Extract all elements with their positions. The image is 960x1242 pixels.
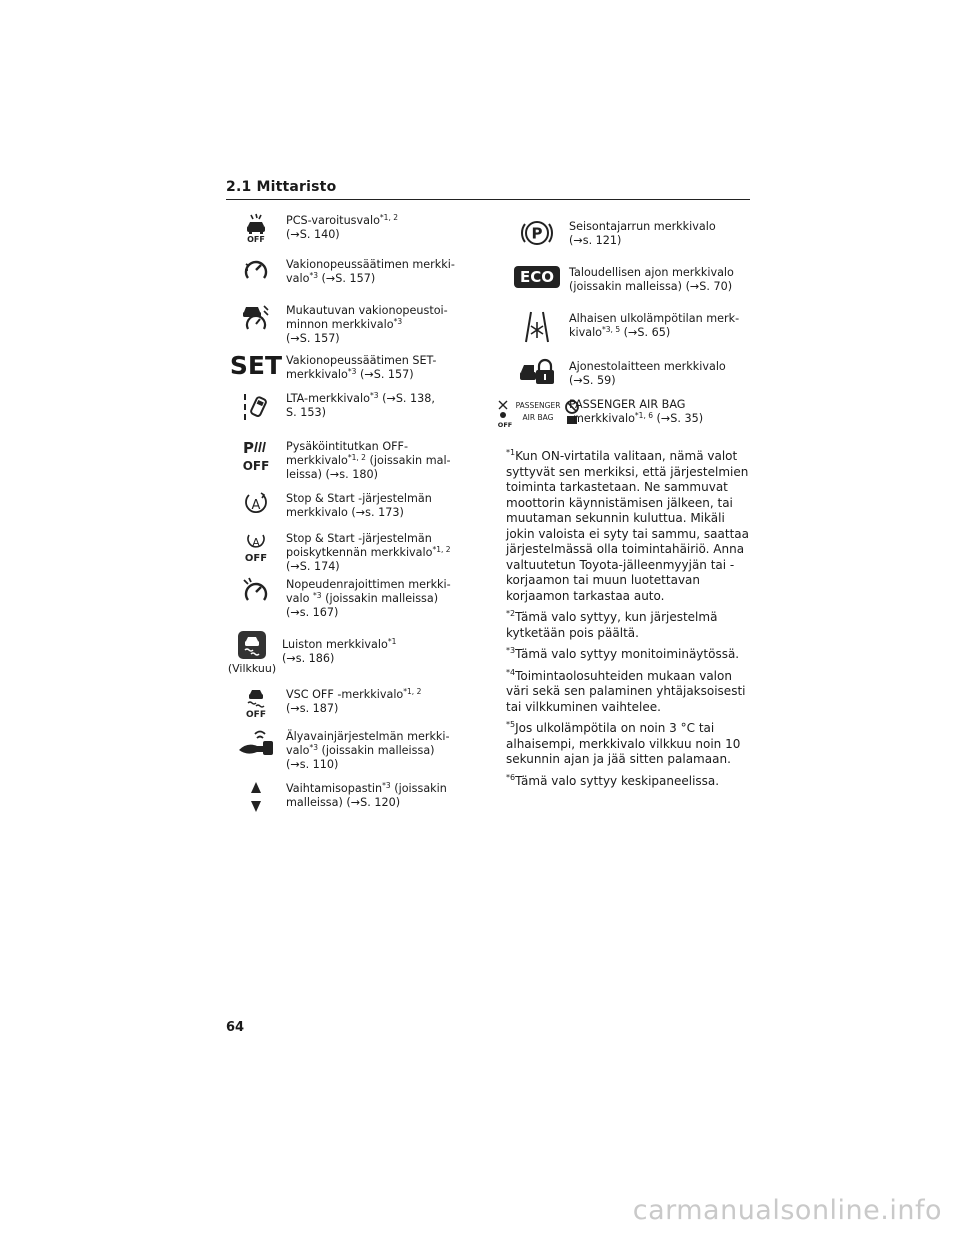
footnote-ref: *1, 6 [634, 411, 653, 420]
section-rule [226, 199, 750, 200]
svg-text:OFF: OFF [244, 553, 268, 564]
left-indicator-list [226, 212, 476, 820]
cruise-control-icon [242, 256, 270, 284]
indicator-entry: Vakionopeussäätimen merkki- valo$^{*3}$ (→S. 157) [226, 256, 476, 302]
indicator-entry: P OFF Pysäköintitutkan OFF- merkkivalo$^{*1, 2}$ (joissakin mal- leissa) (→s. 180) [226, 438, 476, 490]
footnote-mark: *4 [506, 667, 516, 677]
footnote-ref: *1, 2 [379, 213, 398, 222]
security-icon [519, 358, 555, 386]
footnote-mark: *5 [506, 720, 516, 729]
indicator-entry: ECO Taloudellisen ajon merkkivalo (joissakin malleissa) (→S. 70) [505, 264, 755, 310]
footnote [506, 774, 756, 790]
footnotes [506, 449, 756, 795]
entry-ref: (→S. 140) [286, 228, 340, 241]
svg-text:PASSENGER: PASSENGER [515, 401, 561, 410]
eco-icon: ECO [514, 266, 560, 288]
footnote-text: Tämä valo syttyy keskipaneelissa. [515, 773, 720, 788]
svg-text:AIR BAG: AIR BAG [522, 413, 554, 422]
stop-start-off-icon [242, 530, 270, 564]
slip-indicator-icon [237, 630, 267, 660]
section-title: 2.1 Mittaristo [226, 179, 337, 195]
indicator-entry: SET Vakionopeussäätimen SET- merkkivalo$^{*3}$ (→S. 157) [229, 351, 437, 381]
svg-text:P: P [243, 439, 254, 457]
footnote [506, 721, 756, 768]
indicator-entry: Nopeudenrajoittimen merkki- valo $^{*3}$ (joissakin malleissa) (→s. 167) [226, 576, 476, 630]
vsc-off-icon [242, 686, 270, 718]
footnote-mark: *6 [506, 772, 516, 782]
footnote-text: Toimintaolosuhteiden mukaan valon väri sekä sen palaminen yhtäjaksoisesti tai vilkkuminen vaihtelee. [506, 668, 746, 714]
footnote [506, 669, 756, 716]
footnote-mark: *2 [506, 609, 516, 618]
footnote-ref: *3 [347, 367, 357, 376]
shift-indicator-icon [249, 780, 263, 814]
indicator-entry: Älyavainjärjestelmän merkki- valo$^{*3}$ (joissakin malleissa) (→s. 110) [226, 728, 476, 780]
pcs-off-label: OFF [247, 235, 265, 242]
indicator-entry: Mukautuvan vakionopeustoi- minnon merkkivalo$^{*3}$ (→S. 157) [226, 302, 476, 352]
indicator-entry: Ajonestolaitteen merkkivalo (→S. 59) [505, 358, 755, 394]
right-indicator-list [497, 218, 755, 442]
svg-text:A: A [252, 536, 260, 549]
svg-text:OFF: OFF [246, 710, 266, 718]
stop-start-icon [243, 490, 269, 516]
svg-text:OFF: OFF [497, 421, 513, 428]
indicator-entry: OFF VSC OFF -merkkivalo$^{*1, 2}$ (→s. 187) [226, 686, 476, 728]
footnote-mark: *1 [506, 448, 516, 457]
pcs-warning-icon [241, 212, 271, 242]
passenger-airbag-icon [493, 398, 581, 428]
indicator-entry: A OFF Stop & Start -järjestelmän poiskytkennän merkkivalo$^{*1, 2}$ (→S. 174) [226, 530, 476, 576]
footnote-text: Tämä valo syttyy, kun järjestelmä kytketään pois päältä. [506, 610, 718, 640]
footnote [506, 647, 756, 663]
footnote-ref: *1, 2 [432, 545, 451, 554]
footnote-ref: *1, 2 [347, 453, 366, 462]
footnote-ref: *3 [393, 317, 403, 326]
footnote-text: Jos ulkolämpötila on noin 3 °C tai alhaisempi, merkkivalo vilkkuu noin 10 sekunnin ajan ja jää sitten palamaan. [506, 721, 741, 766]
blinking-caption: (Vilkkuu) [227, 662, 277, 675]
entry-title: PCS-varoitusvalo [286, 214, 380, 227]
parking-off-label: OFF [242, 459, 270, 472]
footnote-ref: *3, 5 [602, 325, 621, 334]
footnote-ref: *3 [309, 271, 318, 280]
parking-sensor-off-icon [240, 438, 272, 472]
parking-brake-icon [520, 218, 554, 248]
indicator-entry: P Seisontajarrun merkkivalo (→s. 121) [505, 218, 755, 264]
low-temperature-icon [522, 310, 552, 344]
indicator-entry [226, 212, 476, 256]
svg-text:A: A [251, 498, 261, 513]
footnote-ref: *3 [313, 591, 322, 600]
indicator-entry: OFF PASSENGER AIR BAG PASSENGER AIR BAG -merkkivalo$^{*1, 6}$ (→S. 35) [505, 398, 755, 442]
footnote-ref: *1 [387, 637, 397, 646]
footnote-text: Tämä valo syttyy monitoiminäytössä. [515, 647, 740, 661]
smart-entry-icon [235, 728, 277, 758]
footnote-ref: *3 [369, 391, 379, 400]
indicator-entry: Alhaisen ulkolämpötilan merk- kivalo$^{*3, 5}$ (→S. 65) [505, 310, 755, 358]
indicator-entry: Vaihtamisopastin$^{*3}$ (joissakin malleissa) (→S. 120) [226, 780, 476, 820]
lta-icon [241, 390, 271, 424]
footnote-ref: *3 [309, 743, 318, 752]
indicator-entry: A Stop & Start -järjestelmän merkkivalo (→s. 173) [226, 490, 476, 530]
svg-text:P: P [531, 224, 543, 243]
page-number: 64 [226, 1020, 245, 1035]
footnote-mark: *3 [506, 646, 516, 655]
indicator-entry: LTA-merkkivalo$^{*3}$ (→S. 138, S. 153) [226, 390, 476, 438]
footnote-ref: *1, 2 [403, 687, 422, 696]
footnote-ref: *3 [382, 781, 391, 790]
speed-limiter-icon [241, 576, 271, 606]
indicator-entry: (Vilkkuu) Luiston merkkivalo$^{*1}$ (→s. 186) [226, 630, 476, 686]
set-icon: SET [229, 351, 283, 380]
watermark: carmanualsonline.info [632, 1195, 942, 1226]
adaptive-cruise-icon [240, 302, 272, 332]
footnote-text: Kun ON-virtatila valitaan, nämä valot syttyvät sen merkiksi, että järjestelmien toiminta tarkastetaan. Ne sammuvat moottorin käynnistämisen jälkeen, tai muutaman sekunnin kuluttua. Mikäli jokin valoista ei syty tai sammu, saattaa järjestelmässä olla toimintahäiriö. Anna valtuutetun Toyota-jälleenmyyjän tai -korjaamon tai muun luotettavan korjaamon tarkastaa auto. [506, 449, 749, 603]
footnote [506, 610, 756, 641]
footnote [506, 449, 756, 604]
